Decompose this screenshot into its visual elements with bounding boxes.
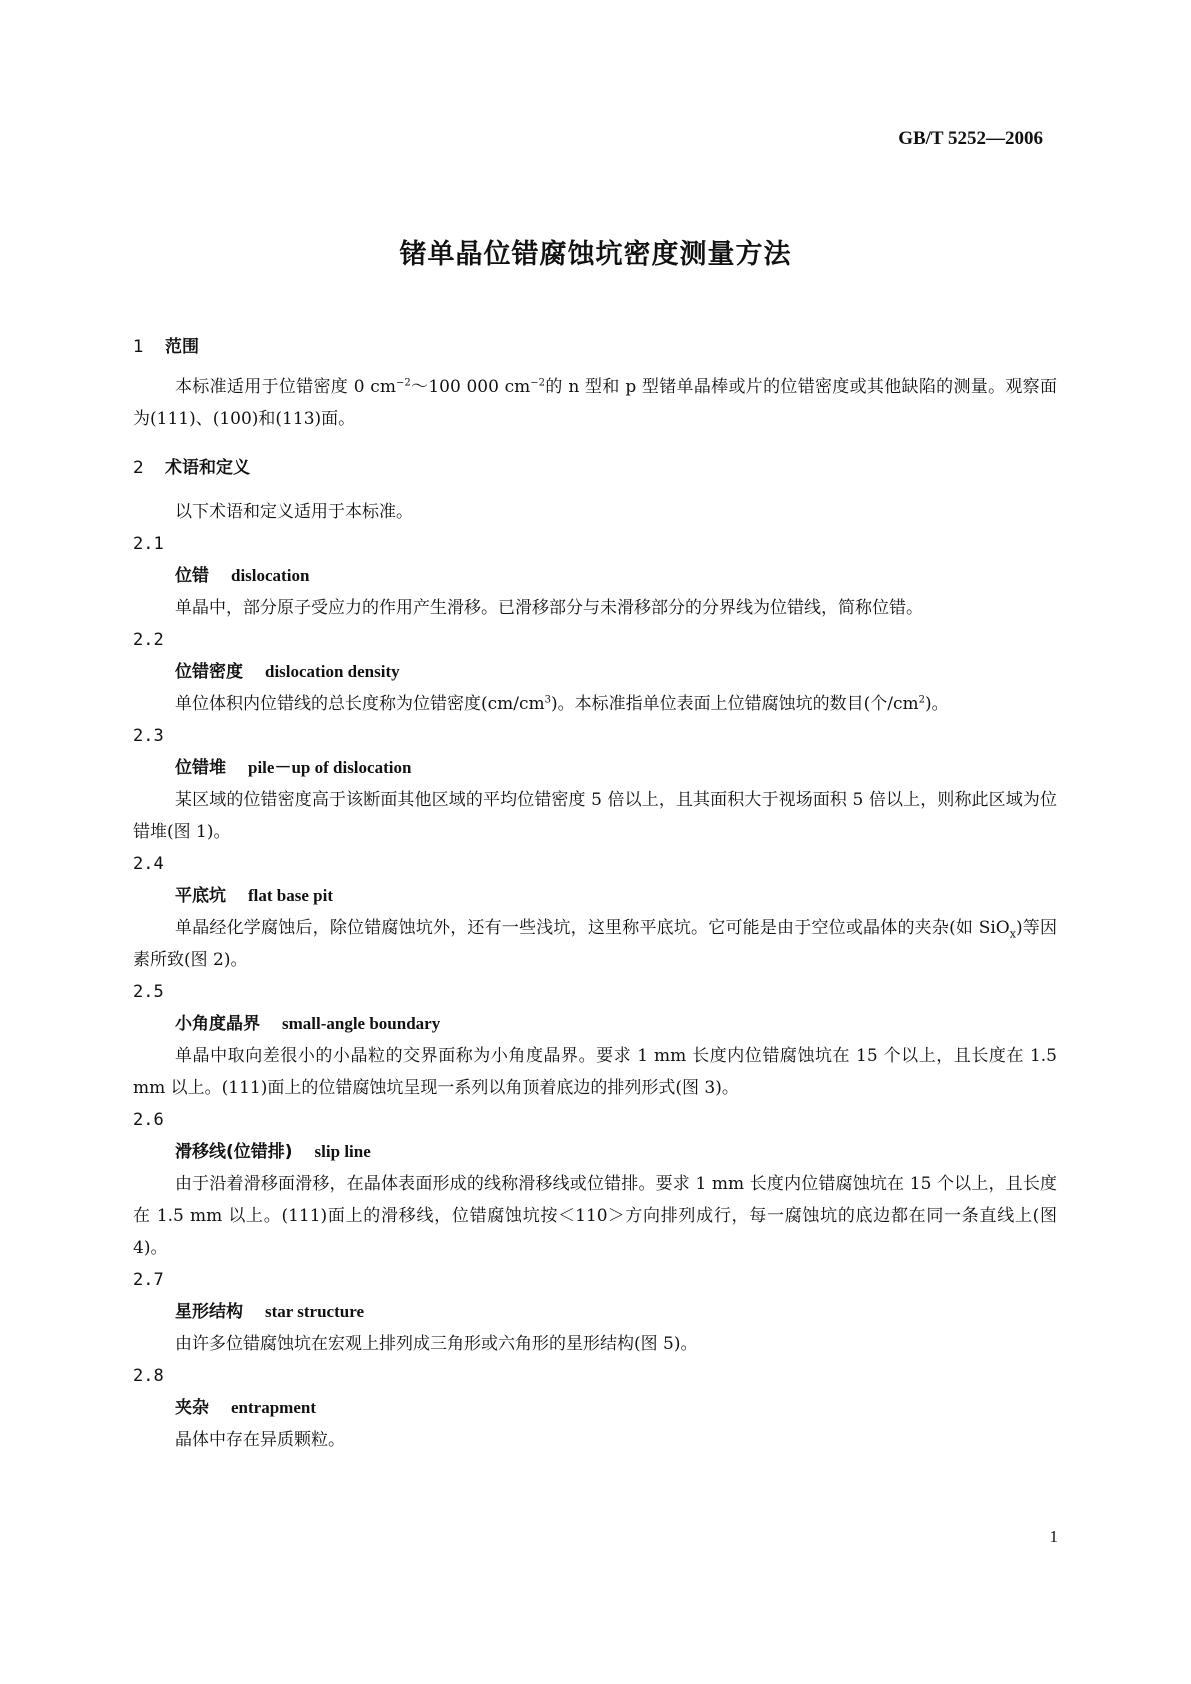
term-heading — [133, 560, 1057, 592]
term-heading — [133, 880, 1057, 912]
term-heading — [133, 752, 1057, 784]
term-en: star structure — [265, 1302, 364, 1321]
term-heading — [133, 656, 1057, 688]
section-number: 2 — [133, 458, 144, 478]
superscript: 2 — [918, 694, 926, 706]
term-heading — [133, 1008, 1057, 1040]
term-zh: 星形结构 — [175, 1302, 243, 1322]
document-title: 锗单晶位错腐蚀坑密度测量方法 — [399, 239, 792, 270]
text-run: 本标准适用于位错密度 0 cm — [175, 377, 396, 397]
term-en: dislocation density — [265, 662, 400, 681]
term-en: entrapment — [231, 1398, 316, 1417]
term-en: dislocation — [231, 566, 310, 585]
scope-paragraph — [133, 371, 1057, 435]
section-heading-terms — [133, 457, 1057, 479]
term-number: 2.1 — [133, 534, 164, 554]
term-definition: 由许多位错腐蚀坑在宏观上排列成三角形或六角形的星形结构(图 5)。 — [175, 1334, 698, 1354]
subscript: x — [1009, 927, 1016, 941]
term-number: 2.4 — [133, 854, 164, 874]
term-en: slip line — [314, 1142, 371, 1161]
superscript: −2 — [530, 377, 546, 389]
term-zh: 位错密度 — [175, 662, 243, 682]
text-run: 单晶经化学腐蚀后，除位错腐蚀坑外，还有一些浅坑，这里称平底坑。它可能是由于空位或晶体的夹杂(如 SiO — [175, 918, 1010, 938]
document-body — [133, 336, 1057, 1456]
term-number: 2.6 — [133, 1110, 164, 1130]
term-zh: 位错 — [175, 566, 209, 586]
standard-number: GB/T 5252—2006 — [898, 128, 1043, 149]
superscript: −2 — [395, 377, 411, 389]
term-heading — [133, 1136, 1057, 1168]
term-number: 2.8 — [133, 1366, 164, 1386]
term-heading — [133, 1296, 1057, 1328]
term-number: 2.7 — [133, 1270, 164, 1290]
term-heading — [133, 1392, 1057, 1424]
section-number: 1 — [133, 337, 144, 357]
text-run: )。本标准指单位表面上位错腐蚀坑的数目(个/cm — [551, 694, 919, 714]
term-zh: 夹杂 — [175, 1398, 209, 1418]
term-number: 2.3 — [133, 726, 164, 746]
term-definition: 单晶中，部分原子受应力的作用产生滑移。已滑移部分与未滑移部分的分界线为位错线，简称位错。 — [175, 598, 923, 618]
page-number: 1 — [1049, 1527, 1058, 1546]
section-heading-scope — [133, 336, 1057, 358]
text-run: 单位体积内位错线的总长度称为位错密度(cm/cm — [175, 694, 545, 714]
term-definition — [133, 912, 1057, 976]
section-title: 范围 — [165, 337, 199, 357]
term-number: 2.5 — [133, 982, 164, 1002]
term-definition: 单晶中取向差很小的小晶粒的交界面称为小角度晶界。要求 1 mm 长度内位错腐蚀坑在 15 个以上，且长度在 1.5 mm 以上。(111)面上的位错腐蚀坑呈现一系列以角顶着底边的排列形式(图 3)。 — [133, 1046, 1057, 1098]
term-number: 2.2 — [133, 630, 164, 650]
term-en: pile－up of dislocation — [248, 758, 412, 777]
term-en: flat base pit — [248, 886, 333, 905]
term-zh: 滑移线(位错排) — [175, 1142, 293, 1162]
text-run: 的 n 型和 p 型锗单晶棒或片的位错密度或其他缺陷的测量。观察面为(111)、(100)和(113)面。 — [133, 377, 1057, 429]
section-title: 术语和定义 — [165, 458, 250, 478]
text-run: )。 — [925, 694, 949, 714]
term-definition: 晶体中存在异质颗粒。 — [175, 1430, 345, 1450]
term-zh: 小角度晶界 — [175, 1014, 260, 1034]
term-definition — [133, 688, 1057, 720]
term-definition: 由于沿着滑移面滑移，在晶体表面形成的线称滑移线或位错排。要求 1 mm 长度内位错腐蚀坑在 15 个以上，且长度在 1.5 mm 以上。(111)面上的滑移线，位错腐蚀坑按＜110＞方向排列成行，每一腐蚀坑的底边都在同一条直线上(图 4)。 — [133, 1174, 1057, 1258]
term-definition: 某区域的位错密度高于该断面其他区域的平均位错密度 5 倍以上，且其面积大于视场面积 5 倍以上，则称此区域为位错堆(图 1)。 — [133, 790, 1057, 842]
term-en: small-angle boundary — [282, 1014, 441, 1033]
term-zh: 平底坑 — [175, 886, 226, 906]
text-run: ～100 000 cm — [410, 377, 531, 397]
superscript: 3 — [544, 694, 552, 706]
term-zh: 位错堆 — [175, 758, 226, 778]
terms-intro: 以下术语和定义适用于本标准。 — [175, 502, 413, 522]
text-run: )等因素所致(图 2)。 — [133, 918, 1057, 970]
